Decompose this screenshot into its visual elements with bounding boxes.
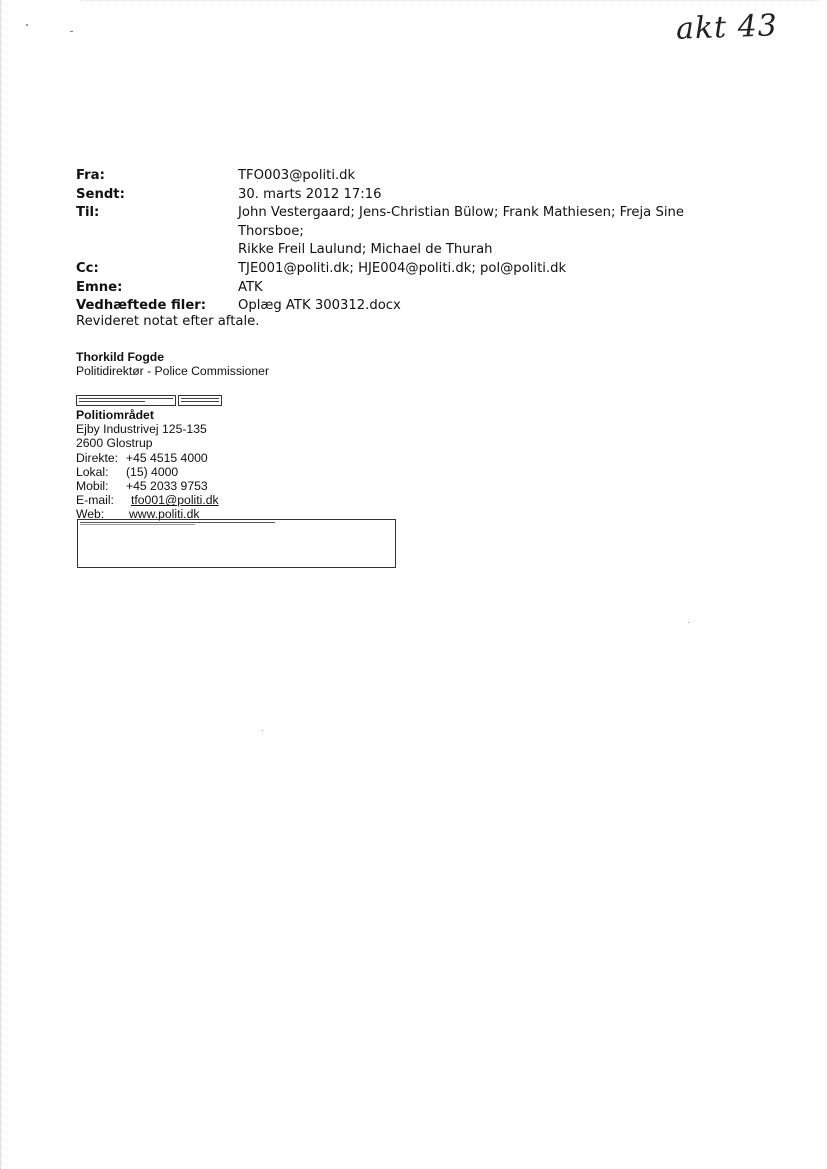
contact-label: E-mail: xyxy=(76,493,114,508)
header-value: TFO003@politi.dk xyxy=(238,168,356,183)
disclaimer-fine-print xyxy=(80,522,275,523)
contact-label: Mobil: xyxy=(76,479,109,494)
header-value: Oplæg ATK 300312.docx xyxy=(238,298,401,314)
contact-value: +45 2033 9753 xyxy=(126,479,208,494)
header-label: Emne: xyxy=(76,279,123,295)
scan-speck xyxy=(688,622,689,623)
contact-label: Web: xyxy=(76,507,105,522)
header-value-line: John Vestergaard; Jens-Christian Bülow; Frank Mathiesen; Freja Sine Thorsboe; xyxy=(238,205,684,239)
organization-block xyxy=(76,408,219,522)
header-label: Til: xyxy=(76,205,100,221)
contact-label: Direkte: xyxy=(76,450,118,465)
disclaimer-box xyxy=(77,519,396,568)
header-value: ATK xyxy=(238,279,263,295)
scan-speck xyxy=(262,730,263,731)
header-label: Sendt: xyxy=(76,186,125,202)
header-row-to xyxy=(76,204,738,260)
header-label: Vedhæftede filer: xyxy=(76,298,207,314)
email-link[interactable]: tfo001@politi.dk xyxy=(131,493,219,508)
scan-edge xyxy=(0,0,2,1169)
header-value: TJE001@politi.dk; HJE004@politi.dk; pol@politi.dk xyxy=(238,260,567,276)
header-label: Fra: xyxy=(76,168,105,183)
header-row-sent xyxy=(76,186,738,205)
scan-speck xyxy=(26,24,28,26)
contact-value: +45 4515 4000 xyxy=(126,450,208,465)
header-row-cc xyxy=(76,260,738,279)
contact-row xyxy=(76,451,219,465)
signature-name: Thorkild Fogde xyxy=(76,350,165,364)
logo-image xyxy=(76,395,222,406)
header-label: Cc: xyxy=(76,260,99,276)
logo-image-part xyxy=(178,395,222,406)
contact-value: (15) 4000 xyxy=(126,464,179,479)
header-value: 30. marts 2012 17:16 xyxy=(238,186,382,202)
logo-image-part xyxy=(76,395,176,406)
contact-row xyxy=(76,493,219,507)
contact-row xyxy=(76,479,219,493)
header-row-from xyxy=(76,167,738,186)
header-row-subject xyxy=(76,279,738,298)
address-line: Ejby Industrivej 125-135 xyxy=(76,422,207,437)
email-header xyxy=(76,167,738,316)
header-row-attachments xyxy=(76,297,738,316)
email-body: Revideret notat efter aftale. xyxy=(76,314,260,329)
contact-row xyxy=(76,465,219,479)
address-line: 2600 Glostrup xyxy=(76,436,153,451)
signature xyxy=(76,350,269,378)
signature-title: Politidirektør - Police Commissioner xyxy=(76,364,270,378)
organization-name: Politiområdet xyxy=(76,408,154,422)
contact-label: Lokal: xyxy=(76,464,109,479)
scan-top-line xyxy=(80,0,820,2)
web-link[interactable]: www.politi.dk xyxy=(129,507,200,522)
disclaimer-fine-print xyxy=(80,524,195,525)
handwritten-stamp: akt 43 xyxy=(675,8,779,47)
scan-speck xyxy=(70,31,73,32)
header-value-line: Rikke Freil Laulund; Michael de Thurah xyxy=(238,242,493,258)
header-value xyxy=(238,204,738,260)
